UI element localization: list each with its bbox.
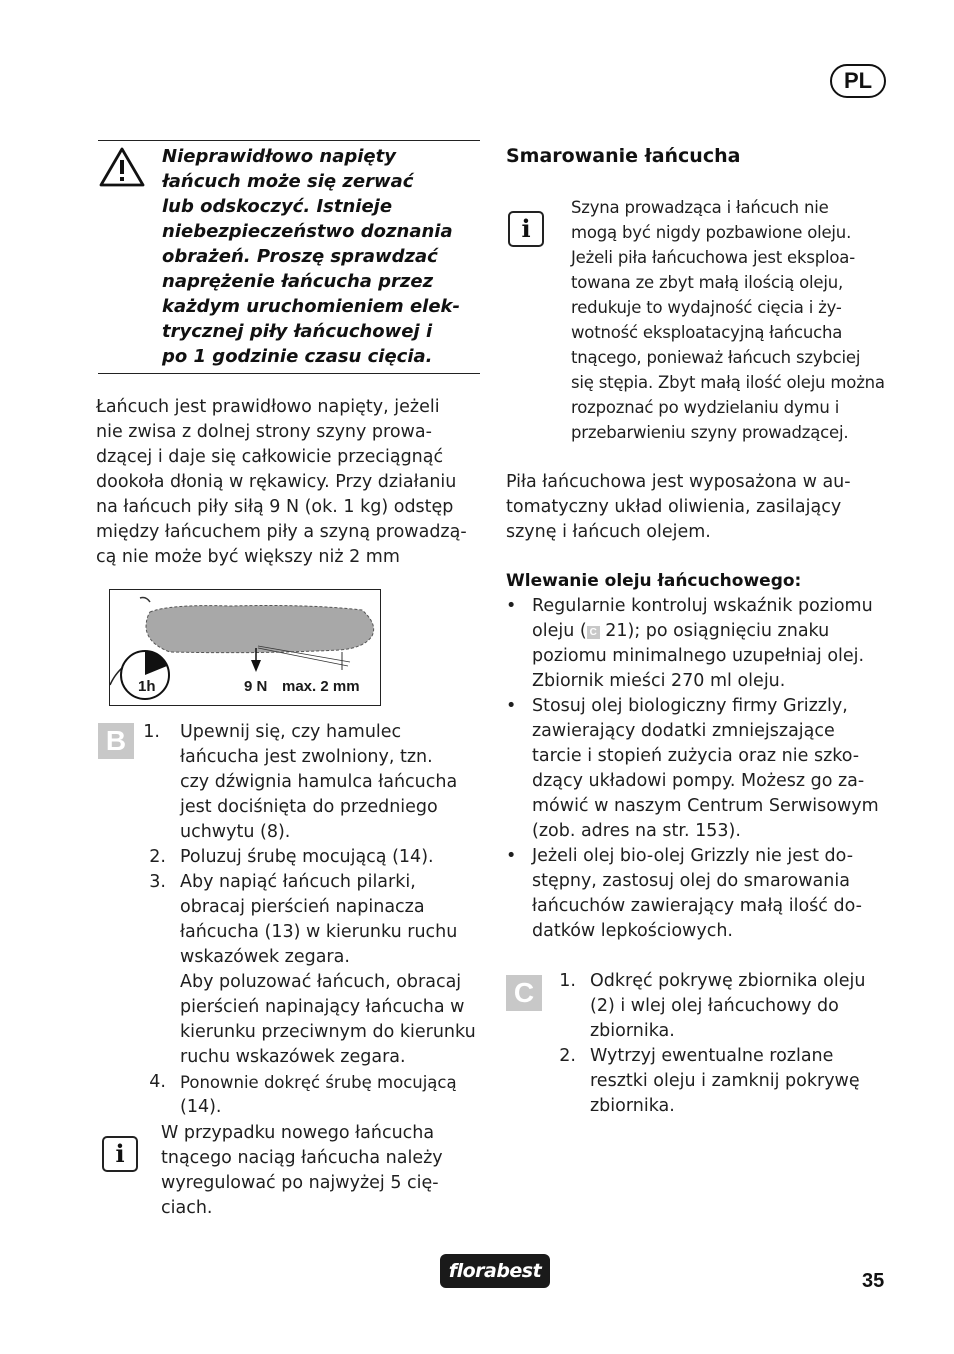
info-line: się stępia. Zbyt małą ilość oleju można — [571, 373, 885, 392]
paragraph-line: cą nie może być większy niż 2 mm — [96, 547, 400, 567]
tension-intro-paragraph — [96, 395, 486, 570]
oil-filling-subheading: Wlewanie oleju łańcuchowego: — [506, 571, 802, 591]
page-number: 35 — [862, 1270, 885, 1292]
info-icon: i — [508, 211, 544, 247]
step-line: łańcucha (13) w kierunku ruchu — [180, 922, 458, 942]
paragraph-line: szynę i łańcuch olejem. — [506, 522, 711, 542]
warning-icon — [98, 146, 146, 188]
warning-top-rule — [98, 140, 480, 141]
paragraph-line: na łańcuch piły siłą 9 N (ok. 1 kg) odstęp — [96, 497, 454, 517]
step-line: obracaj pierścień napinacza — [180, 897, 425, 917]
warning-text — [162, 144, 484, 369]
warning-line: łańcuch może się zerwać — [162, 171, 414, 192]
figure-c-ref-icon: C — [587, 626, 600, 639]
c-step-1 — [530, 969, 900, 1044]
b-step-1 — [120, 720, 488, 845]
paragraph-line: dzącej i daje się całkowicie przeciągnąć — [96, 447, 444, 467]
step-line: Aby napiąć łańcuch pilarki, — [180, 872, 416, 892]
step-number: 3. — [149, 872, 166, 892]
lubrication-info-text — [571, 195, 891, 445]
c-steps-list — [530, 969, 900, 1119]
bullet-item — [506, 594, 901, 694]
section-title: Smarowanie łańcucha — [506, 145, 741, 167]
new-chain-note — [161, 1121, 481, 1221]
info-line: Jeżeli piła łańcuchowa jest eksploa- — [571, 248, 855, 267]
b-steps-list — [120, 720, 488, 1120]
language-badge: PL — [830, 64, 886, 98]
b-step-3 — [120, 870, 488, 1070]
step-line: Wytrzyj ewentualne rozlane — [590, 1046, 834, 1066]
step-line: pierścień napinający łańcucha w — [180, 997, 465, 1017]
bullet-line-part: oleju ( — [532, 621, 587, 641]
step-line: zbiornika. — [590, 1021, 675, 1041]
info-line: Szyna prowadząca i łańcuch nie — [571, 198, 829, 217]
step-line: (2) i wlej olej łańcuchowy do — [590, 996, 839, 1016]
oil-bullets-list — [506, 594, 901, 944]
bullet-line-part: 21); po osiągnięciu znaku — [599, 621, 830, 641]
step-line: wskazówek zegara. — [180, 947, 350, 967]
paragraph-line: tomatyczny układ oliwienia, zasilający — [506, 497, 842, 517]
warning-line: lub odskoczyć. Istnieje — [162, 196, 393, 217]
diagram-gap-label: max. 2 mm — [282, 678, 360, 695]
florabest-logo: florabest — [440, 1254, 550, 1288]
step-line: uchwytu (8). — [180, 822, 291, 842]
paragraph-line: między łańcuchem piły a szyną prowadzą- — [96, 522, 467, 542]
bullet-line: Zbiornik mieści 270 ml oleju. — [532, 671, 786, 691]
step-line: łańcucha jest zwolniony, tzn. — [180, 747, 433, 767]
info-line: towana ze zbyt małą ilością oleju, — [571, 273, 844, 292]
step-line: Odkręć pokrywę zbiornika oleju — [590, 971, 866, 991]
paragraph-line: dookoła dłonią w rękawicy. Przy działaniu — [96, 472, 457, 492]
step-line: ruchu wskazówek zegara. — [180, 1047, 406, 1067]
step-line: resztki oleju i zamknij pokrywę — [590, 1071, 860, 1091]
step-line: Poluzuj śrubę mocującą (14). — [180, 847, 434, 867]
step-line: zbiornika. — [590, 1096, 675, 1116]
bullet-line: mówić w naszym Centrum Serwisowym — [532, 796, 879, 816]
bullet-line: dzący układowi pompy. Możesz go za- — [532, 771, 865, 791]
step-line: Upewnij się, czy hamulec — [180, 722, 402, 742]
step-line: Aby poluzować łańcuch, obracaj — [180, 972, 462, 992]
bullet-symbol: • — [506, 596, 517, 616]
bullet-line: łańcuchów zawierający małą ilość do- — [532, 896, 862, 916]
bullet-line: tarcie i stopień zużycia oraz nie szko- — [532, 746, 860, 766]
bullet-line: datków lepkościowych. — [532, 921, 733, 941]
warning-line: każdym uruchomieniem elek- — [162, 296, 460, 317]
diagram-force-label: 9 N — [244, 678, 268, 695]
warning-line: obrażeń. Proszę sprawdzać — [162, 246, 438, 267]
step-number: 2. — [149, 847, 166, 867]
bullet-line: zawierający dodatki zmniejszające — [532, 721, 835, 741]
automatic-oiling-paragraph — [506, 470, 901, 545]
bullet-line: (zob. adres na str. 153). — [532, 821, 741, 841]
info-line: mogą być nigdy pozbawione oleju. — [571, 223, 852, 242]
info-line: redukuje to wydajność cięcia i ży- — [571, 298, 842, 317]
b-step-4 — [120, 1070, 488, 1120]
bullet-symbol: • — [506, 696, 517, 716]
paragraph-line: Piła łańcuchowa jest wyposażona w au- — [506, 472, 851, 492]
bullet-line — [532, 619, 873, 644]
info-line: przebarwieniu szyny prowadzącej. — [571, 423, 849, 442]
bullet-item — [506, 844, 901, 944]
note-line: ciach. — [161, 1198, 213, 1218]
info-icon: i — [102, 1136, 138, 1172]
bullet-item — [506, 694, 901, 844]
bullet-line: Regularnie kontroluj wskaźnik poziomu — [532, 596, 873, 616]
step-number: 1. — [559, 971, 576, 991]
step-number: 1. — [143, 722, 160, 742]
info-line: rozpoznać po wydzielaniu dymu i — [571, 398, 840, 417]
step-line: Ponownie dokręć śrubę mocującą — [180, 1073, 457, 1092]
info-line: wotność eksploatacyjną łańcucha — [571, 323, 843, 342]
warning-bottom-rule — [98, 373, 480, 374]
note-line: W przypadku nowego łańcucha — [161, 1123, 435, 1143]
section-letter-b: B — [98, 723, 134, 759]
step-line: (14). — [180, 1097, 222, 1117]
paragraph-line: nie zwisa z dolnej strony szyny prowa- — [96, 422, 432, 442]
bullet-line: poziomu minimalnego uzupełniaj olej. — [532, 646, 865, 666]
bullet-line: Jeżeli olej bio-olej Grizzly nie jest do- — [532, 846, 854, 866]
chain-tension-diagram — [109, 589, 381, 706]
bullet-line: stępny, zastosuj olej do smarowania — [532, 871, 850, 891]
warning-line: naprężenie łańcucha przez — [162, 271, 434, 292]
note-line: wyregulować po najwyżej 5 cię- — [161, 1173, 439, 1193]
b-step-2 — [120, 845, 488, 870]
diagram-time-label: 1h — [138, 678, 156, 695]
info-line: tnącego, ponieważ łańcuch szybciej — [571, 348, 861, 367]
bullet-symbol: • — [506, 846, 517, 866]
warning-line: niebezpieczeństwo doznania — [162, 221, 453, 242]
step-line: kierunku przeciwnym do kierunku — [180, 1022, 476, 1042]
warning-line: po 1 godzinie czasu cięcia. — [162, 346, 433, 367]
note-line: tnącego naciąg łańcucha należy — [161, 1148, 443, 1168]
step-line: jest dociśnięta do przedniego — [180, 797, 438, 817]
step-line: czy dźwignia hamulca łańcucha — [180, 772, 458, 792]
bullet-line: Stosuj olej biologiczny firmy Grizzly, — [532, 696, 848, 716]
c-step-2 — [530, 1044, 900, 1119]
section-letter-c: C — [506, 975, 542, 1011]
step-number: 2. — [559, 1046, 576, 1066]
step-number: 4. — [149, 1072, 166, 1092]
paragraph-line: Łańcuch jest prawidłowo napięty, jeżeli — [96, 397, 440, 417]
warning-line: trycznej piły łańcuchowej i — [162, 321, 433, 342]
warning-line: Nieprawidłowo napięty — [162, 146, 396, 167]
